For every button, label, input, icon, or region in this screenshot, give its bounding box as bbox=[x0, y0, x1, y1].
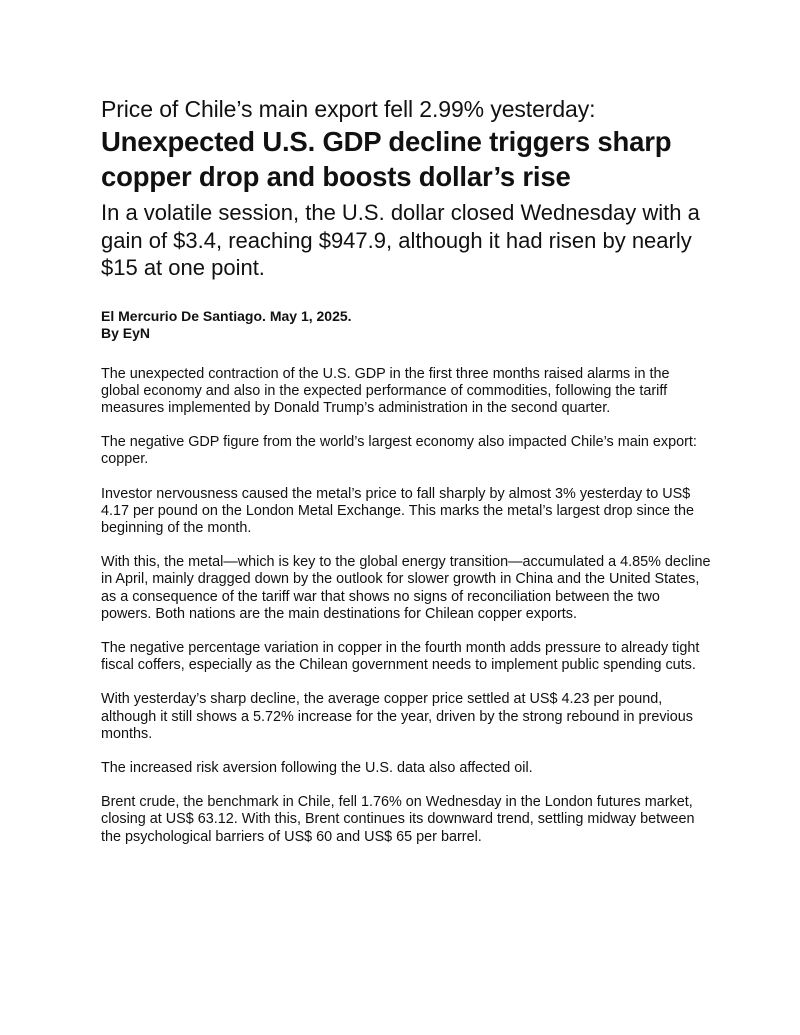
body-paragraph: The increased risk aversion following the U.S. data also affected oil. bbox=[101, 759, 533, 776]
article bbox=[101, 95, 711, 863]
body-paragraph: Investor nervousness caused the metal’s price to fall sharply by almost 3% yesterday to US$ 4.17 per pound on the London Metal Exchange. This marks the metal’s largest drop since the beginning of the month. bbox=[101, 485, 695, 536]
body-paragraph: The negative GDP figure from the world’s largest economy also impacted Chile’s main export: copper. bbox=[101, 434, 697, 468]
article-deck: In a volatile session, the U.S. dollar closed Wednesday with a gain of $3.4, reaching $947.9, although it had risen by nearly $15 at one point. bbox=[101, 200, 700, 280]
source-line: El Mercurio De Santiago. May 1, 2025. bbox=[101, 307, 352, 324]
body-paragraph: With this, the metal—which is key to the global energy transition—accumulated a 4.85% decline in April, mainly dragged down by the outlook for slower growth in China and the United States, as a consequence of the tariff war that shows no signs of reconciliation between the two powers. Both nations are the main destinations for Chilean copper exports. bbox=[101, 554, 711, 622]
body-paragraph: The negative percentage variation in copper in the fourth month adds pressure to already tight fiscal coffers, especially as the Chilean government needs to implement public spending cuts. bbox=[101, 639, 700, 674]
author-line: By EyN bbox=[101, 324, 151, 341]
article-kicker: Price of Chile’s main export fell 2.99% yesterday: bbox=[101, 96, 596, 122]
article-body bbox=[101, 366, 711, 846]
body-paragraph: Brent crude, the benchmark in Chile, fell 1.76% on Wednesday in the London futures market, closing at US$ 63.12. With this, Brent continues its downward trend, settling midway between the psychological barriers of US$ 60 and US$ 65 per barrel. bbox=[101, 794, 695, 845]
body-paragraph: With yesterday’s sharp decline, the average copper price settled at US$ 4.23 per pound, although it still shows a 5.72% increase for the year, driven by the strong rebound in previous months. bbox=[101, 691, 693, 742]
article-headline: Unexpected U.S. GDP decline triggers sharp copper drop and boosts dollar’s rise bbox=[101, 126, 672, 192]
byline bbox=[101, 308, 711, 342]
body-paragraph: The unexpected contraction of the U.S. GDP in the first three months raised alarms in the global economy and also in the expected performance of commodities, following the tariff measures implemented by Donald Trump’s administration in the second quarter. bbox=[101, 365, 670, 416]
